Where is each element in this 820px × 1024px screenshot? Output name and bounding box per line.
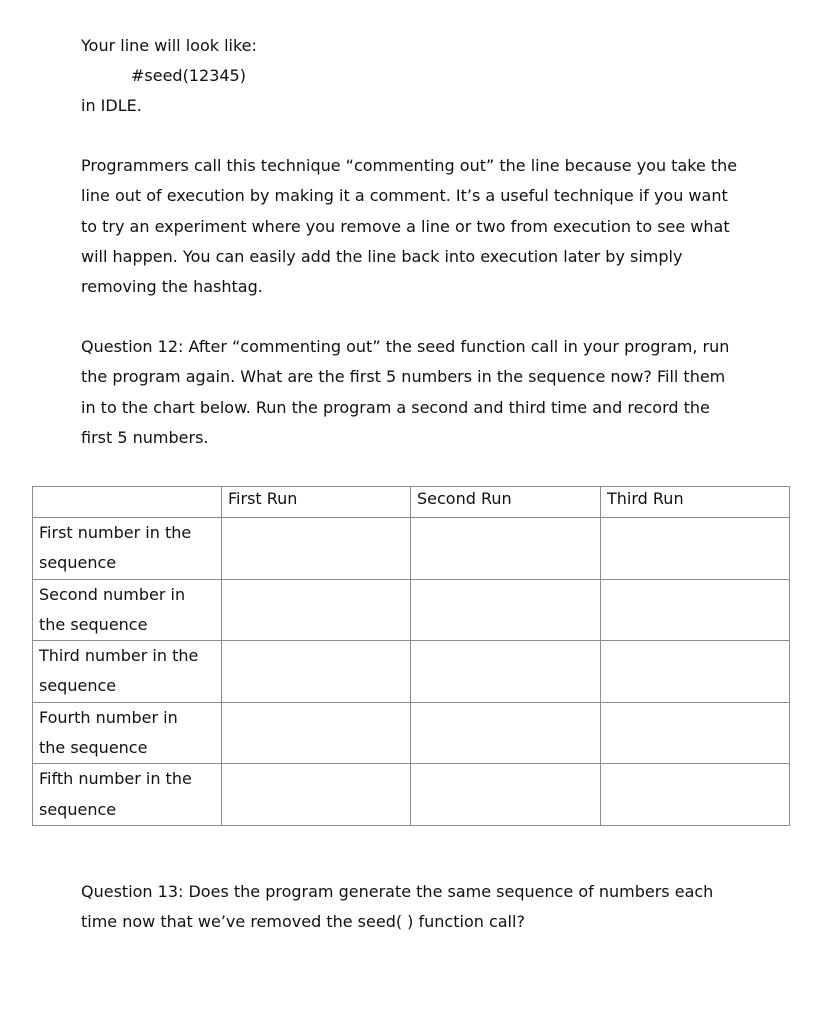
question-line: in to the chart below. Run the program a second and third time and record the <box>81 397 710 417</box>
third-run-cell[interactable] <box>601 579 790 641</box>
row-label-line: the sequence <box>39 614 148 634</box>
paragraph-line: removing the hashtag. <box>81 277 263 297</box>
first-run-cell[interactable] <box>222 518 411 580</box>
paragraph-line: will happen. You can easily add the line back into execution later by simply <box>81 246 683 266</box>
first-run-cell[interactable] <box>222 764 411 826</box>
second-run-cell[interactable] <box>411 764 601 826</box>
third-run-cell[interactable] <box>601 518 790 580</box>
second-run-cell[interactable] <box>411 702 601 764</box>
table-row <box>33 641 790 703</box>
header-second-run: Second Run <box>411 487 601 518</box>
row-label-line: sequence <box>39 799 117 819</box>
code-example: #seed(12345) <box>131 66 246 85</box>
row-label-line: sequence <box>39 676 117 696</box>
table-row <box>33 518 790 580</box>
row-label <box>33 764 222 826</box>
intro-line: Your line will look like: <box>81 36 257 55</box>
first-run-cell[interactable] <box>222 641 411 703</box>
table-row <box>33 764 790 826</box>
row-label-line: First number in the <box>39 523 192 542</box>
row-label <box>33 702 222 764</box>
row-label <box>33 641 222 703</box>
header-third-run: Third Run <box>601 487 790 518</box>
question-line: Question 13: Does the program generate the same sequence of numbers each <box>81 882 714 901</box>
table-row <box>33 702 790 764</box>
row-label-line: sequence <box>39 553 117 573</box>
third-run-cell[interactable] <box>601 764 790 826</box>
question-line: Question 12: After “commenting out” the seed function call in your program, run <box>81 337 730 356</box>
third-run-cell[interactable] <box>601 641 790 703</box>
question-line: first 5 numbers. <box>81 427 209 447</box>
paragraph-line: line out of execution by making it a comment. It’s a useful technique if you want <box>81 186 728 206</box>
paragraph-line: to try an experiment where you remove a line or two from execution to see what <box>81 216 730 236</box>
first-run-cell[interactable] <box>222 579 411 641</box>
question-13 <box>81 877 781 938</box>
row-label-line: Second number in <box>39 584 186 604</box>
third-run-cell[interactable] <box>601 702 790 764</box>
paragraph-line: Programmers call this technique “commenting out” the line because you take the <box>81 156 738 175</box>
header-empty-cell <box>33 487 222 518</box>
table-row <box>33 579 790 641</box>
second-run-cell[interactable] <box>411 641 601 703</box>
second-run-cell[interactable] <box>411 518 601 580</box>
row-label-line: Fifth number in the <box>39 769 192 789</box>
intro-idle-line: in IDLE. <box>81 96 142 115</box>
row-label-line: Third number in the <box>39 646 199 666</box>
header-first-run: First Run <box>222 487 411 518</box>
table-header-row <box>33 487 790 518</box>
commenting-out-paragraph <box>81 151 781 302</box>
row-label <box>33 579 222 641</box>
second-run-cell[interactable] <box>411 579 601 641</box>
question-line: time now that we’ve removed the seed( ) function call? <box>81 912 525 932</box>
row-label <box>33 518 222 580</box>
row-label-line: Fourth number in <box>39 707 178 727</box>
results-table <box>32 486 790 826</box>
row-label-line: the sequence <box>39 738 148 758</box>
first-run-cell[interactable] <box>222 702 411 764</box>
question-line: the program again. What are the first 5 numbers in the sequence now? Fill them <box>81 367 726 387</box>
question-12 <box>81 332 781 453</box>
